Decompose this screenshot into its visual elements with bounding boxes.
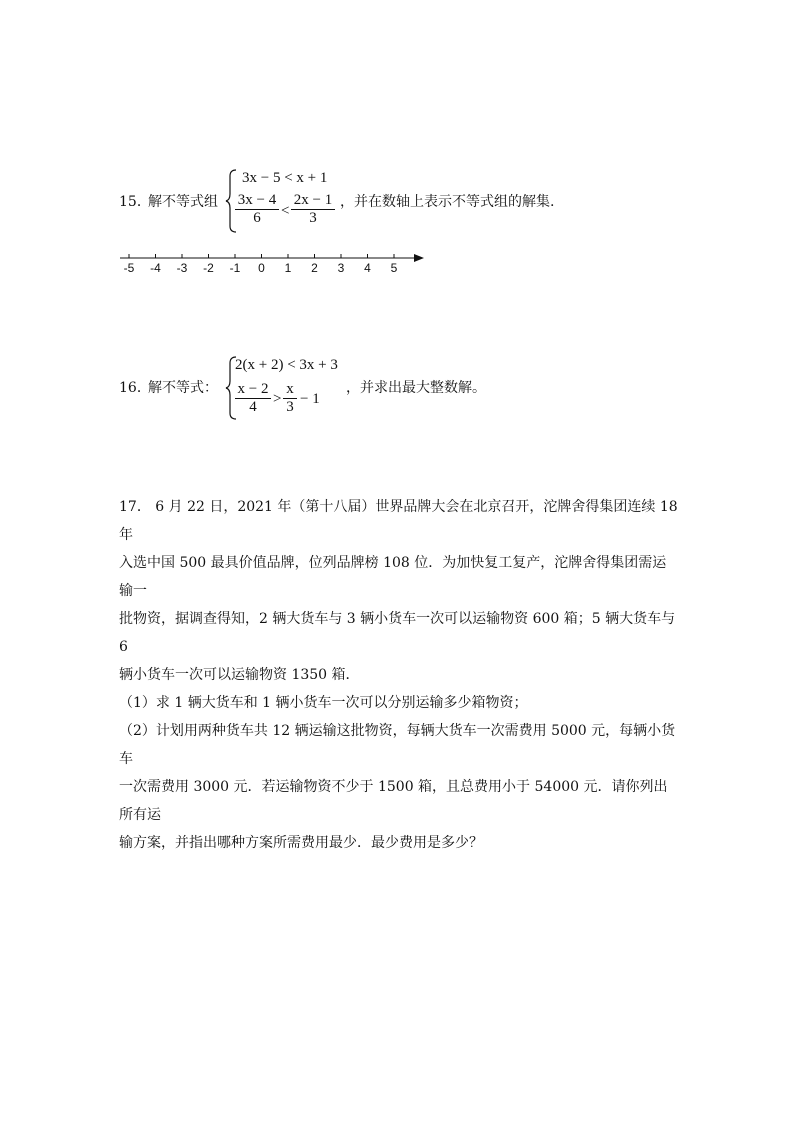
paragraph-line: 入选中国 500 最具价值品牌，位列品牌榜 108 位．为加快复工复产，沱牌舍得集团需运输一 (119, 555, 667, 599)
number-line-label: -2 (203, 261, 214, 275)
number-line-label: -5 (123, 261, 135, 275)
fraction-denominator: 3 (309, 210, 317, 226)
fraction-numerator: x (286, 381, 294, 397)
paragraph-line: 批物资，据调查得知，2 辆大货车与 3 辆小货车一次可以运输物资 600 箱；5 辆大货车与 6 (119, 611, 676, 655)
paragraph-line: 输方案，并指出哪种方案所需费用最少．最少费用是多少？ (119, 835, 483, 851)
question-number: 15． (119, 194, 151, 210)
number-line-label: 1 (284, 261, 292, 275)
question-17 (119, 493, 679, 857)
fraction-numerator: 3x − 4 (237, 192, 277, 208)
sub-question-2: （2）计划用两种货车共 12 辆运输这批物资，每辆大货车一次需费用 5000 元，每辆小货车 (119, 723, 676, 767)
fraction-denominator: 6 (253, 210, 261, 226)
less-than-sign: < (281, 203, 290, 219)
fraction-denominator: 3 (286, 399, 294, 415)
inequality-line-1: 3x − 5 < x + 1 (242, 170, 328, 186)
question-lead: 解不等式组 (148, 194, 218, 210)
number-line-label: 4 (364, 261, 371, 275)
fraction-left (235, 381, 271, 416)
number-line-label: 0 (258, 261, 265, 275)
sub-question-1: （1）求 1 辆大货车和 1 辆小货车一次可以分别运输多少箱物资； (119, 695, 528, 711)
question-tail: ，并求出最大整数解。 (346, 380, 486, 396)
number-line-label: 5 (390, 261, 398, 275)
fraction-denominator: 4 (249, 399, 257, 415)
arrow-right-icon (414, 254, 424, 262)
number-line-label: -3 (176, 261, 188, 275)
minus-one: − 1 (300, 391, 320, 407)
paragraph-line: 辆小货车一次可以运输物资 1350 箱． (119, 667, 360, 683)
paragraph-line: 17． 6 月 22 日，2021 年（第十八届）世界品牌大会在北京召开，沱牌舍得集团连续 18 年 (119, 499, 678, 543)
number-line-label: 2 (311, 261, 318, 275)
fraction-right (291, 192, 335, 227)
fraction-left (235, 192, 279, 227)
paragraph-line: 一次需费用 3000 元．若运输物资不少于 1500 箱，且总费用小于 54000 元．请你列出所有运 (119, 779, 668, 823)
fraction-numerator: x − 2 (237, 381, 269, 397)
number-line-label: 3 (337, 261, 345, 275)
question-lead: 解不等式： (148, 380, 218, 396)
question-tail: ，并在数轴上表示不等式组的解集. (340, 194, 555, 210)
fraction-right (283, 381, 297, 416)
inequality-line-1: 2(x + 2) < 3x + 3 (235, 357, 338, 373)
fraction-numerator: 2x − 1 (293, 192, 333, 208)
greater-than-sign: > (273, 391, 282, 407)
number-line (118, 250, 428, 266)
number-line-label: -1 (229, 261, 241, 275)
question-number: 16． (119, 380, 151, 396)
number-line-label: -4 (150, 261, 161, 275)
